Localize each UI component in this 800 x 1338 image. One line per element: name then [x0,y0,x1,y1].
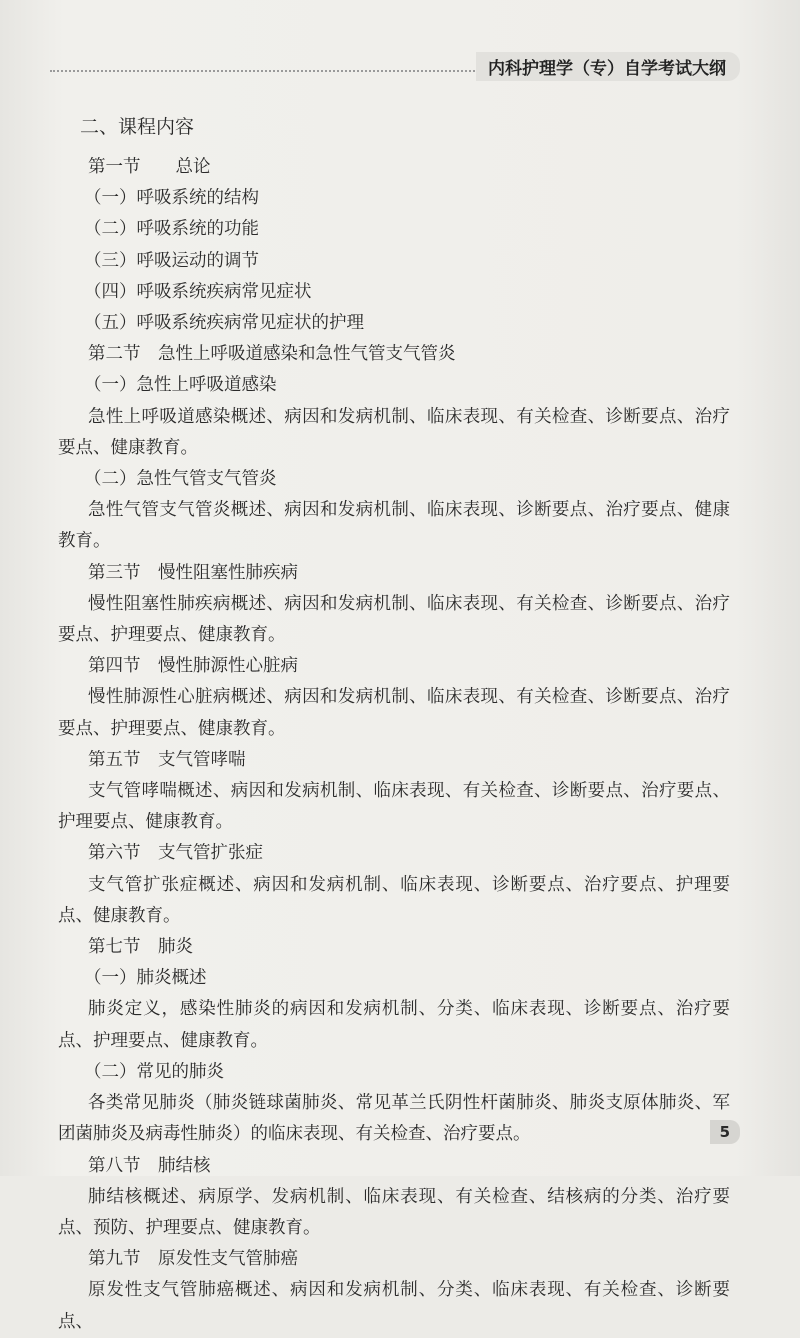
subsection-heading: （一）急性上呼吸道感染 [84,375,277,396]
content-paragraph: 慢性阻塞性肺疾病概述、病因和发病机制、临床表现、有关检查、诊断要点、治疗要点、护理要点、健康教育。 [58,593,730,646]
content-paragraph: 支气管哮喘概述、病因和发病机制、临床表现、有关检查、诊断要点、治疗要点、护理要点、健康教育。 [58,781,730,833]
subsection-heading: （五）呼吸系统疾病常见症状的护理 [84,313,364,334]
content-paragraph: 支气管扩张症概述、病因和发病机制、临床表现、诊断要点、治疗要点、护理要点、健康教育。 [58,874,730,926]
chapter-section-heading: 第二节 急性上呼吸道感染和急性气管支气管炎 [88,344,456,365]
subsection-heading: （二）常见的肺炎 [84,1061,224,1082]
chapter-section-heading: 第四节 慢性肺源性心脏病 [88,656,298,677]
content-paragraph: 慢性肺源性心脏病概述、病因和发病机制、临床表现、有关检查、诊断要点、治疗要点、护理要点、健康教育。 [58,687,730,739]
page-content [58,112,730,1338]
subsection-heading: （四）呼吸系统疾病常见症状 [84,281,312,302]
page-number: 5 [710,1120,740,1144]
chapter-section-heading: 第三节 慢性阻塞性肺疾病 [88,562,298,583]
content-paragraph: 各类常见肺炎（肺炎链球菌肺炎、常见革兰氏阴性杆菌肺炎、肺炎支原体肺炎、军团菌肺炎及病毒性肺炎）的临床表现、有关检查、治疗要点。 [58,1093,730,1145]
content-paragraph: 原发性支气管肺癌概述、病因和发病机制、分类、临床表现、有关检查、诊断要点、 [58,1280,730,1332]
subsection-heading: （一）肺炎概述 [84,968,207,989]
content-paragraph: 肺炎定义，感染性肺炎的病因和发病机制、分类、临床表现、诊断要点、治疗要点、护理要点、健康教育。 [58,999,730,1051]
chapter-section-heading: 第六节 支气管扩张症 [88,843,263,864]
subsection-heading: （三）呼吸运动的调节 [84,250,259,271]
chapter-section-heading: 第一节 总论 [88,157,211,177]
subsection-heading: （二）急性气管支气管炎 [84,469,277,490]
chapter-section-heading: 第五节 支气管哮喘 [88,749,246,770]
running-header: 内科护理学（专）自学考试大纲 [476,52,740,81]
subsection-heading: （一）呼吸系统的结构 [84,188,259,209]
chapter-section-heading: 第七节 肺炎 [88,937,193,958]
section-title: 二、课程内容 [80,116,195,138]
chapter-section-heading: 第九节 原发性支气管肺癌 [88,1249,298,1270]
chapter-section-heading: 第八节 肺结核 [88,1155,211,1176]
subsection-heading: （二）呼吸系统的功能 [84,219,259,240]
content-lines [58,152,730,1338]
content-paragraph: 肺结核概述、病原学、发病机制、临床表现、有关检查、结核病的分类、治疗要点、预防、护理要点、健康教育。 [58,1186,730,1238]
content-paragraph: 急性上呼吸道感染概述、病因和发病机制、临床表现、有关检查、诊断要点、治疗要点、健康教育。 [58,406,730,458]
content-paragraph: 急性气管支气管炎概述、病因和发病机制、临床表现、诊断要点、治疗要点、健康教育。 [58,500,730,552]
